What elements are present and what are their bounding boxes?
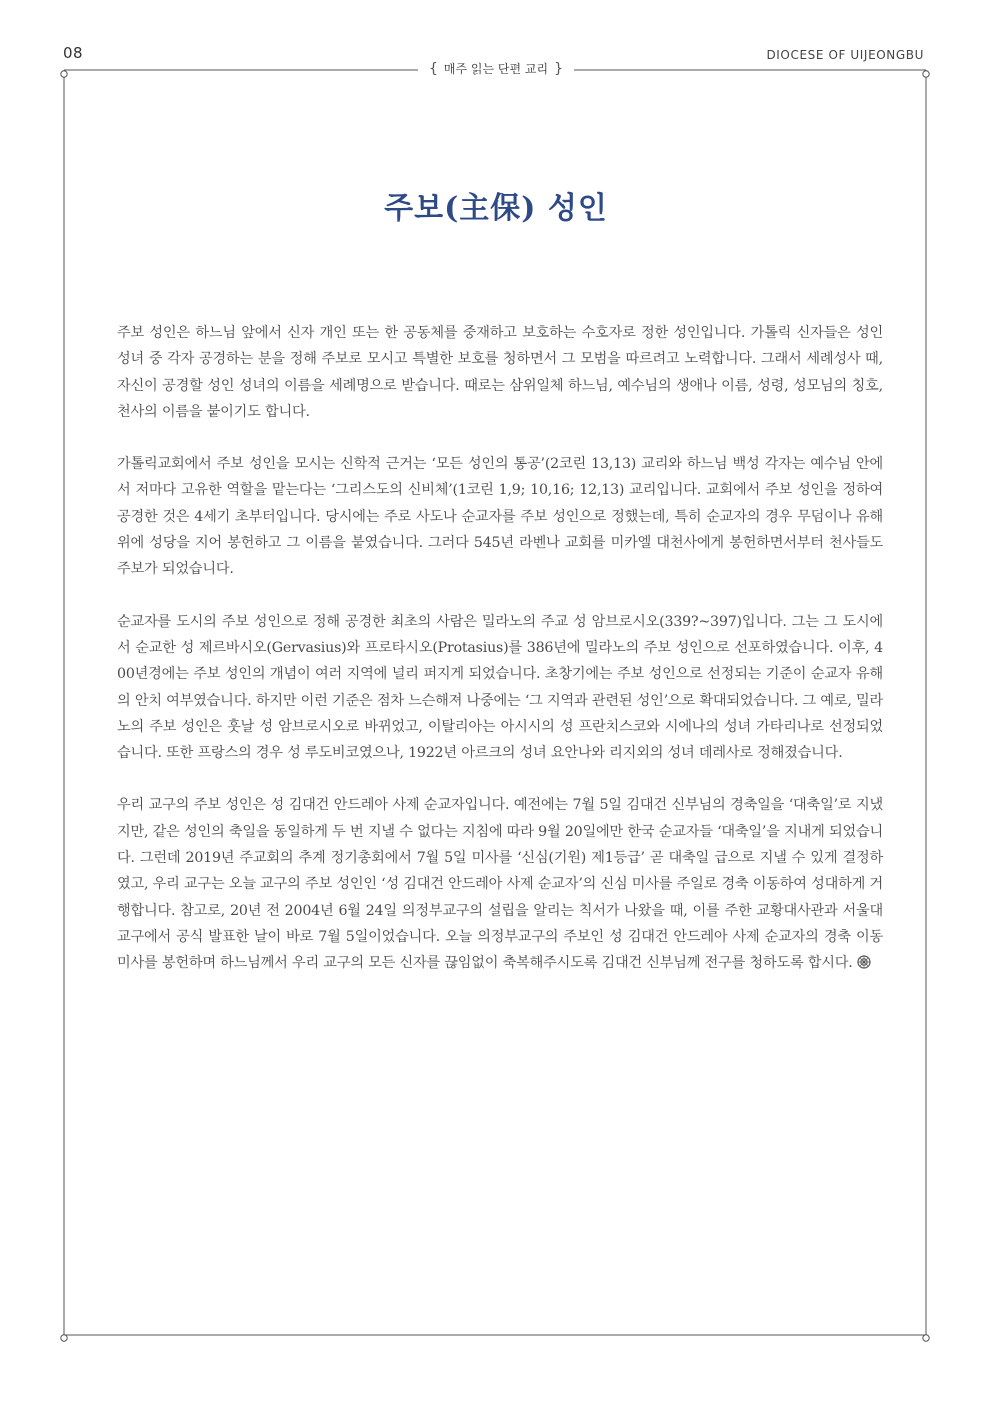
- section-label: 매주 읽는 단편 교리: [443, 62, 549, 76]
- left-brace-icon: {: [428, 61, 438, 77]
- page-number: 08: [63, 44, 84, 62]
- paragraph-4: [117, 792, 883, 976]
- diocese-emblem-icon: [857, 955, 871, 969]
- paragraph-3: 순교자를 도시의 주보 성인으로 정해 공경한 최초의 사람은 밀라노의 주교 성 암브로시오(339?~397)입니다. 그는 그 도시에서 순교한 성 제르바시오(Gervasius)와 프로타시오(Protasius)를 386년에 밀라노의 주보 성인으로 선포하였습니다. 이후, 400년경에는 주보 성인의 개념이 여러 지역에 널리 퍼지게 되었습니다. 초창기에는 주보 성인으로 선정되는 기준이 순교자 유해의 안치 여부였습니다. 하지만 이런 기준은 점차 느슨해져 나중에는 ‘그 지역과 관련된 성인’으로 확대되었습니다. 그 예로, 밀라노의 주보 성인은 훗날 성 암브로시오로 바뀌었고, 이탈리아는 아시시의 성 프란치스코와 시에나의 성녀 가타리나로 선정되었습니다. 또한 프랑스의 경우 성 루도비코였으나, 1922년 아르크의 성녀 요안나와 리지외의 성녀 데레사로 정해졌습니다.: [117, 613, 883, 762]
- paragraph-1: 주보 성인은 하느님 앞에서 신자 개인 또는 한 공동체를 중재하고 보호하는 수호자로 정한 성인입니다. 가톨릭 신자들은 성인 성녀 중 각자 공경하는 분을 정해 주보로 모시고 특별한 보호를 청하면서 그 모범을 따르려고 노력합니다. 그래서 세례성사 때, 자신이 공경할 성인 성녀의 이름을 세례명으로 받습니다. 때로는 삼위일체 하느님, 예수님의 생애나 이름, 성령, 성모님의 칭호, 천사의 이름을 붙이기도 합니다.: [117, 325, 883, 420]
- right-brace-icon: }: [554, 61, 564, 77]
- publisher-name: DIOCESE OF UIJEONGBU: [766, 48, 924, 62]
- paragraph-2: 가톨릭교회에서 주보 성인을 모시는 신학적 근거는 ‘모든 성인의 통공’(2코린 13,13) 교리와 하느님 백성 각자는 예수님 안에서 저마다 고유한 역할을 맡는다는 ‘그리스도의 신비체’(1코린 1,9; 10,16; 12,13) 교리입니다. 교회에서 주보 성인을 정하여 공경한 것은 4세기 초부터입니다. 당시에는 주로 사도나 순교자를 주보 성인으로 정했는데, 특히 순교자의 경우 무덤이나 유해 위에 성당을 지어 봉헌하고 그 이름을 붙였습니다. 그러다 545년 라벤나 교회를 미카엘 대천사에게 봉헌하면서부터 천사들도 주보가 되었습니다.: [117, 456, 883, 578]
- section-header: [420, 60, 572, 77]
- paragraph-4-text: 우리 교구의 주보 성인은 성 김대건 안드레아 사제 순교자입니다. 예전에는 7월 5일 김대건 신부님의 경축일을 ‘대축일’로 지냈지만, 같은 성인의 축일을 동일하게 두 번 지낼 수 없다는 지침에 따라 9월 20일에만 한국 순교자들 ‘대축일’을 지내게 되었습니다. 그런데 2019년 주교회의 추계 정기총회에서 7월 5일 미사를 ‘신심(기원) 제1등급’ 곧 대축일 급으로 지낼 수 있게 결정하였고, 우리 교구는 오늘 교구의 주보 성인인 ‘성 김대건 안드레아 사제 순교자’의 신심 미사를 주일로 경축 이동하여 성대하게 거행합니다. 참고로, 20년 전 2004년 6월 24일 의정부교구의 설립을 알리는 칙서가 나왔을 때, 이를 주한 교황대사관과 서울대교구에서 공식 발표한 날이 바로 7월 5일이었습니다. 오늘 의정부교구의 주보인 성 김대건 안드레아 사제 순교자의 경축 이동 미사를 봉헌하며 하느님께서 우리 교구의 모든 신자를 끊임없이 축복해주시도록 김대건 신부님께 전구를 청하도록 합시다.: [117, 797, 883, 972]
- article-body: [117, 320, 883, 1003]
- article-title: 주보(主保) 성인: [384, 191, 608, 226]
